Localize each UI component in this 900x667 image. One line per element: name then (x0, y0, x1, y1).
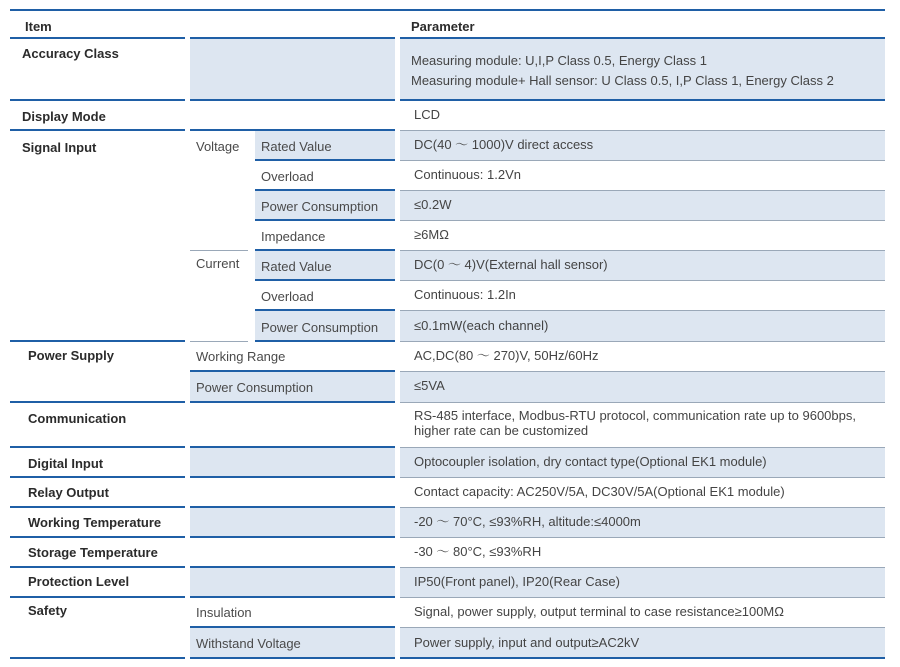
protection-value-cell (400, 568, 885, 598)
protection-label: Protection Level (28, 574, 130, 589)
display-sub-cell (190, 101, 395, 131)
relay-label-cell (10, 478, 185, 508)
worktemp-value-cell (400, 508, 885, 538)
relay-label: Relay Output (28, 485, 109, 500)
relay-value: Contact capacity: AC250V/5A, DC30V/5A(Optional EK1 module) (414, 484, 785, 499)
comm-line1: RS-485 interface, Modbus-RTU protocol, communication rate up to 9600bps, (414, 408, 856, 423)
accuracy-line1: Measuring module: U,I,P Class 0.5, Energy Class 1 (411, 53, 708, 68)
comm-value-cell (400, 403, 885, 448)
storetemp-value-cell (400, 538, 885, 568)
digital-sub-cell (190, 448, 395, 478)
v-power-value: ≤0.2W (414, 197, 452, 212)
v-imp-value-cell (400, 221, 885, 251)
c-overload-label: Overload (261, 289, 314, 304)
digital-value-cell (400, 448, 885, 478)
v-rated-value: DC(40 ～ 1000)V direct access (414, 137, 594, 152)
relay-sub-cell (190, 478, 395, 508)
protection-label-cell (10, 568, 185, 598)
c-power-value: ≤0.1mW(each channel) (414, 318, 549, 333)
power-consumption-value: ≤5VA (414, 378, 445, 393)
c-overload-value-cell (400, 281, 885, 311)
header-item-cell (10, 11, 185, 39)
v-rated-label: Rated Value (261, 139, 332, 154)
signal-label-cell (10, 131, 185, 342)
safety-withstand-value: Power supply, input and output≥AC2kV (414, 635, 640, 650)
comm-label-cell (10, 403, 185, 448)
v-rated-cell (255, 131, 395, 161)
header-parameter: Parameter (411, 19, 475, 34)
v-imp-label: Impedance (261, 229, 326, 244)
v-rated-value-cell (400, 131, 885, 161)
current-label: Current (196, 256, 240, 271)
accuracy-value-cell (400, 39, 885, 101)
v-overload-cell (255, 161, 395, 191)
safety-withstand-label: Withstand Voltage (196, 636, 301, 651)
header-gap-cell (190, 11, 395, 39)
c-overload-cell (255, 281, 395, 311)
relay-value-cell (400, 478, 885, 508)
digital-value: Optocoupler isolation, dry contact type(Optional EK1 module) (414, 454, 767, 469)
display-value: LCD (414, 107, 441, 122)
safety-insulation-value: Signal, power supply, output terminal to case resistance≥100MΩ (414, 604, 784, 619)
protection-value: IP50(Front panel), IP20(Rear Case) (414, 574, 620, 589)
v-power-label: Power Consumption (261, 199, 379, 214)
c-rated-cell (255, 251, 395, 281)
c-power-cell (255, 311, 395, 342)
storetemp-sub-cell (190, 538, 395, 568)
comm-sub-cell (190, 403, 395, 448)
c-overload-value: Continuous: 1.2In (414, 287, 516, 302)
display-label: Display Mode (22, 109, 106, 124)
worktemp-label-cell (10, 508, 185, 538)
protection-sub-cell (190, 568, 395, 598)
safety-insulation-value-cell (400, 598, 885, 628)
worktemp-value: -20 ～ 70°C, ≤93%RH, altitude:≤4000m (414, 514, 641, 529)
power-range-label: Working Range (196, 349, 286, 364)
accuracy-label: Accuracy Class (22, 46, 119, 61)
voltage-label: Voltage (196, 139, 240, 154)
accuracy-line2: Measuring module+ Hall sensor: U Class 0.5, I,P Class 1, Energy Class 2 (411, 73, 834, 88)
safety-insulation-cell (190, 598, 395, 628)
power-range-cell (190, 342, 395, 372)
power-consumption-value-cell (400, 372, 885, 403)
power-range-value-cell (400, 342, 885, 372)
power-range-value: AC,DC(80 ～ 270)V, 50Hz/60Hz (414, 348, 599, 363)
v-power-cell (255, 191, 395, 221)
storetemp-label: Storage Temperature (28, 545, 158, 560)
accuracy-sub-cell (190, 39, 395, 101)
storetemp-value: -30 ～ 80°C, ≤93%RH (414, 544, 542, 559)
comm-label: Communication (28, 411, 127, 426)
v-imp-cell (255, 221, 395, 251)
storetemp-label-cell (10, 538, 185, 568)
power-label-cell (10, 342, 185, 403)
c-rated-value: DC(0 ～ 4)V(External hall sensor) (414, 257, 608, 272)
worktemp-sub-cell (190, 508, 395, 538)
header-parameter-cell (400, 11, 885, 39)
c-power-label: Power Consumption (261, 320, 379, 335)
voltage-group-cell (190, 131, 248, 251)
power-label: Power Supply (28, 348, 114, 363)
display-label-cell (10, 101, 185, 131)
safety-label: Safety (28, 603, 68, 618)
c-rated-label: Rated Value (261, 259, 332, 274)
digital-label-cell (10, 448, 185, 478)
v-power-value-cell (400, 191, 885, 221)
safety-label-cell (10, 598, 185, 659)
v-overload-value-cell (400, 161, 885, 191)
display-value-cell (400, 101, 885, 131)
safety-withstand-cell (190, 628, 395, 659)
worktemp-label: Working Temperature (28, 515, 162, 530)
header-item: Item (25, 19, 52, 34)
digital-label: Digital Input (28, 456, 104, 471)
power-consumption-cell (190, 372, 395, 403)
safety-withstand-value-cell (400, 628, 885, 659)
v-overload-label: Overload (261, 169, 314, 184)
safety-insulation-label: Insulation (196, 605, 252, 620)
current-group-cell (190, 251, 248, 342)
c-rated-value-cell (400, 251, 885, 281)
power-consumption-label: Power Consumption (196, 380, 314, 395)
v-overload-value: Continuous: 1.2Vn (414, 167, 521, 182)
comm-line2: higher rate can be customized (414, 423, 589, 438)
accuracy-label-cell (10, 39, 185, 101)
v-imp-value: ≥6MΩ (414, 227, 449, 242)
c-power-value-cell (400, 311, 885, 342)
signal-label: Signal Input (22, 140, 97, 155)
